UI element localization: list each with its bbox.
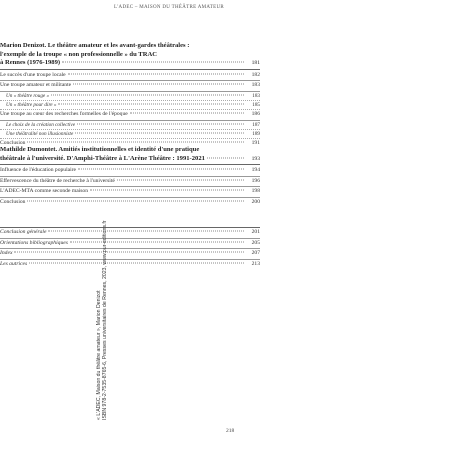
section-title-line: à Rennes (1976-1989) xyxy=(0,59,61,67)
page-ref: 186 xyxy=(251,111,260,118)
toc-entry[interactable] xyxy=(0,249,260,260)
section-title-line: l'exemple de la troupe « non professionnelle » du TRAC xyxy=(0,50,157,58)
page-ref: 183 xyxy=(251,82,260,89)
side-note-line: ISBN 978-2-7535-8765-6, Presses universitaires de Rennes, 2023, www.pur-editions.fr xyxy=(102,220,108,420)
leader-dots xyxy=(68,73,244,74)
page-ref: 185 xyxy=(252,101,260,108)
page-ref: 182 xyxy=(251,71,260,78)
page-ref: 191 xyxy=(251,140,260,147)
leader-dots xyxy=(27,200,244,201)
divider xyxy=(0,69,260,70)
page-ref: 183 xyxy=(252,92,260,99)
entry-label: Index xyxy=(0,250,13,256)
toc-entry[interactable] xyxy=(0,110,260,121)
entry-label: Conclusion générale xyxy=(0,229,47,235)
section-title-line: Mathilde Dumontet. Amitiés institutionnelles et identité d'une pratique xyxy=(0,146,200,153)
entry-label: Effervescence du théâtre de recherche à l'université xyxy=(0,177,115,184)
toc-subentry[interactable] xyxy=(0,130,260,139)
page-ref: 205 xyxy=(251,239,260,246)
page-ref: 200 xyxy=(251,198,260,205)
toc-entry[interactable] xyxy=(0,71,260,82)
leader-dots xyxy=(73,84,244,85)
leader-dots xyxy=(207,157,244,158)
leader-dots xyxy=(62,62,244,63)
section-title-line: théâtrale à l'université. D'Amphi-Théâtre à L'Arène Théâtre : 1991-2021 xyxy=(0,154,205,162)
page-ref: 213 xyxy=(251,260,260,267)
leader-dots xyxy=(51,94,244,95)
entry-label: Une théâtralité non illusionniste xyxy=(6,130,74,137)
entry-label: Orientations bibliographiques xyxy=(0,239,68,246)
running-header: L'ADEC – MAISON DU THÉÂTRE AMATEUR xyxy=(114,5,225,10)
entry-label: Le succès d'une troupe locale xyxy=(0,71,66,78)
entry-label: Une troupe au cœur des recherches formelles de l'époque xyxy=(0,111,128,118)
toc-subentry[interactable] xyxy=(0,92,260,101)
divider xyxy=(0,164,260,165)
page-number: 218 xyxy=(226,428,235,434)
section-title-line: Marion Denizot. Le théâtre amateur et les avant-gardes théâtrales : xyxy=(0,42,190,49)
leader-dots xyxy=(75,132,244,133)
entry-label: L'ADEC-MTA comme seconde maison xyxy=(0,188,89,195)
entry-label: Un « théâtre pour dire » xyxy=(6,101,57,108)
entry-label: Un « théâtre rouge » xyxy=(6,92,50,99)
page-ref: 201 xyxy=(251,229,260,235)
entry-label: Conclusion xyxy=(0,198,26,205)
toc-subentry[interactable] xyxy=(0,121,260,130)
toc-closing xyxy=(0,226,260,269)
toc-entry[interactable] xyxy=(0,187,260,198)
leader-dots xyxy=(77,123,244,124)
entry-label: Une troupe amateur et militante xyxy=(0,82,72,89)
toc-subentry[interactable] xyxy=(0,101,260,110)
page-ref: 207 xyxy=(251,250,260,256)
leader-dots xyxy=(58,103,244,104)
toc-entry[interactable] xyxy=(0,260,260,270)
entry-label: Influence de l'éducation populaire xyxy=(0,167,77,174)
page-ref: 198 xyxy=(251,188,260,195)
toc-entry[interactable] xyxy=(0,228,260,239)
entry-label: Conclusion xyxy=(0,140,26,147)
side-note-line: « L'ADEC, Maison du théâtre amateur », Marion Denizot xyxy=(96,290,102,420)
toc-entry[interactable] xyxy=(0,81,260,92)
copyright-side-note xyxy=(96,220,108,420)
leader-dots xyxy=(130,113,244,114)
toc-entry[interactable] xyxy=(0,239,260,250)
toc-section-denizot xyxy=(0,42,260,149)
leader-dots xyxy=(14,252,244,253)
leader-dots xyxy=(117,179,244,180)
leader-dots xyxy=(29,262,244,263)
entry-label: Le choix de la création collective xyxy=(6,121,75,128)
page-ref: 193 xyxy=(251,155,260,162)
leader-dots xyxy=(48,231,244,232)
toc-entry[interactable] xyxy=(0,198,260,208)
page-ref: 196 xyxy=(251,177,260,184)
toc-entry[interactable] xyxy=(0,177,260,188)
page-ref: 187 xyxy=(252,121,260,128)
toc-entry[interactable] xyxy=(0,166,260,177)
page-ref: 194 xyxy=(251,167,260,174)
page-ref: 189 xyxy=(252,130,260,137)
leader-dots xyxy=(78,169,244,170)
entry-label: Les autrices xyxy=(0,260,28,267)
section-title xyxy=(0,146,260,163)
leader-dots xyxy=(27,142,244,143)
toc-section-dumontet xyxy=(0,146,260,207)
leader-dots xyxy=(90,190,244,191)
page-ref: 181 xyxy=(251,60,260,67)
section-title xyxy=(0,42,260,68)
